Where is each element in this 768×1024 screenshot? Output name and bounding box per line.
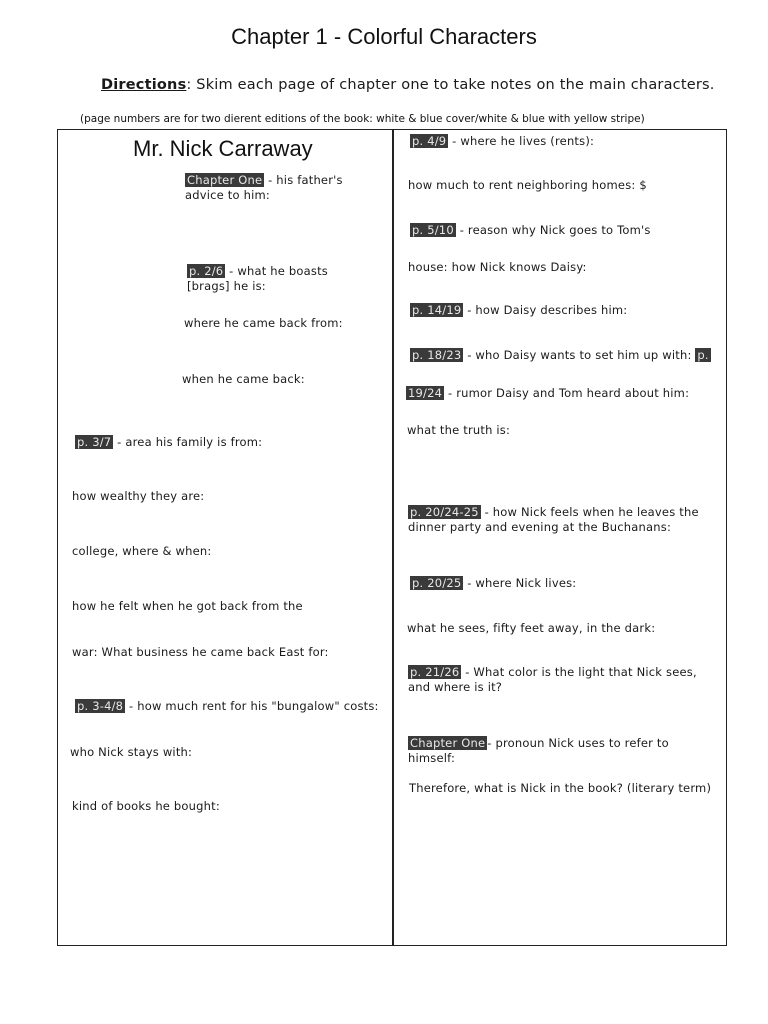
nick-feels-prompt: p. 20/24-25 - how Nick feels when he leaves the dinner party and evening at the Buchanans: bbox=[408, 505, 699, 534]
pronoun-prompt: Chapter One - pronoun Nick uses to refer to himself: bbox=[408, 736, 669, 765]
page-ref-highlight: p. 21/26 bbox=[410, 665, 460, 679]
neighbor-rent-prompt: how much to rent neighboring homes: $ bbox=[408, 178, 647, 192]
books-prompt: kind of books he bought: bbox=[72, 799, 220, 813]
page-ref-highlight: Chapter One bbox=[410, 736, 486, 750]
page-ref-highlight: p. 5/10 bbox=[412, 223, 454, 237]
setup-prompt: p. 18/23 - who Daisy wants to set him up with: p. bbox=[412, 348, 709, 362]
nick-lives-prompt: p. 20/25 - where Nick lives: bbox=[412, 576, 577, 590]
page-ref-highlight: p. 20/24-25 bbox=[410, 505, 479, 519]
page-ref-highlight: p. 20/25 bbox=[412, 576, 462, 590]
page-ref-highlight: p. bbox=[697, 348, 709, 362]
page-ref-highlight: p. 3-4/8 bbox=[77, 699, 124, 713]
page-ref-highlight: p. 18/23 bbox=[412, 348, 462, 362]
wealthy-prompt: how wealthy they are: bbox=[72, 489, 205, 503]
felt-prompt-line1: how he felt when he got back from the bbox=[72, 599, 303, 613]
came-back-from-prompt: where he came back from: bbox=[184, 316, 343, 330]
character-name: Mr. Nick Carraway bbox=[133, 136, 313, 161]
felt-prompt-line2: war: What business he came back East for: bbox=[72, 645, 329, 659]
tom-reason-prompt: p. 5/10 - reason why Nick goes to Tom's bbox=[412, 223, 651, 237]
daisy-describes-prompt: p. 14/19 - how Daisy describes him: bbox=[412, 303, 628, 317]
college-prompt: college, where & when: bbox=[72, 544, 212, 558]
lives-prompt: p. 4/9 - where he lives (rents): bbox=[412, 134, 595, 148]
knows-daisy-prompt: house: how Nick knows Daisy: bbox=[408, 260, 587, 274]
rumor-prompt: 19/24 - rumor Daisy and Tom heard about him: bbox=[408, 386, 690, 400]
truth-prompt: what the truth is: bbox=[407, 423, 511, 437]
father-advice-prompt: Chapter One - his father's advice to him: bbox=[185, 173, 343, 202]
directions-label: Directions bbox=[101, 77, 187, 93]
edition-note: (page numbers are for two dierent editions of the book: white & blue cover/white & blue with yellow stripe) bbox=[80, 113, 645, 125]
page-ref-highlight: p. 2/6 bbox=[189, 264, 224, 278]
boast-prompt: p. 2/6 - what he boasts [brags] he is: bbox=[187, 264, 328, 293]
light-color-prompt: p. 21/26 - What color is the light that Nick sees, and where is it? bbox=[408, 665, 697, 694]
page-ref-highlight: p. 3/7 bbox=[77, 435, 112, 449]
rent-prompt: p. 3-4/8 - how much rent for his "bungalow" costs: bbox=[77, 699, 379, 713]
family-area-prompt: p. 3/7 - area his family is from: bbox=[77, 435, 263, 449]
page-ref-highlight: p. 14/19 bbox=[412, 303, 462, 317]
sees-dark-prompt: what he sees, fifty feet away, in the dark: bbox=[407, 621, 656, 635]
column-divider bbox=[392, 129, 394, 946]
literary-term-prompt: Therefore, what is Nick in the book? (literary term) bbox=[409, 781, 712, 795]
directions-text: : Skim each page of chapter one to take notes on the main characters. bbox=[186, 77, 715, 93]
page-title: Chapter 1 - Colorful Characters bbox=[231, 24, 537, 49]
directions bbox=[101, 77, 715, 93]
page-ref-highlight: Chapter One bbox=[187, 173, 263, 187]
page-ref-highlight: 19/24 bbox=[408, 386, 443, 400]
stays-with-prompt: who Nick stays with: bbox=[70, 745, 193, 759]
when-back-prompt: when he came back: bbox=[182, 372, 305, 386]
page-ref-highlight: p. 4/9 bbox=[412, 134, 447, 148]
